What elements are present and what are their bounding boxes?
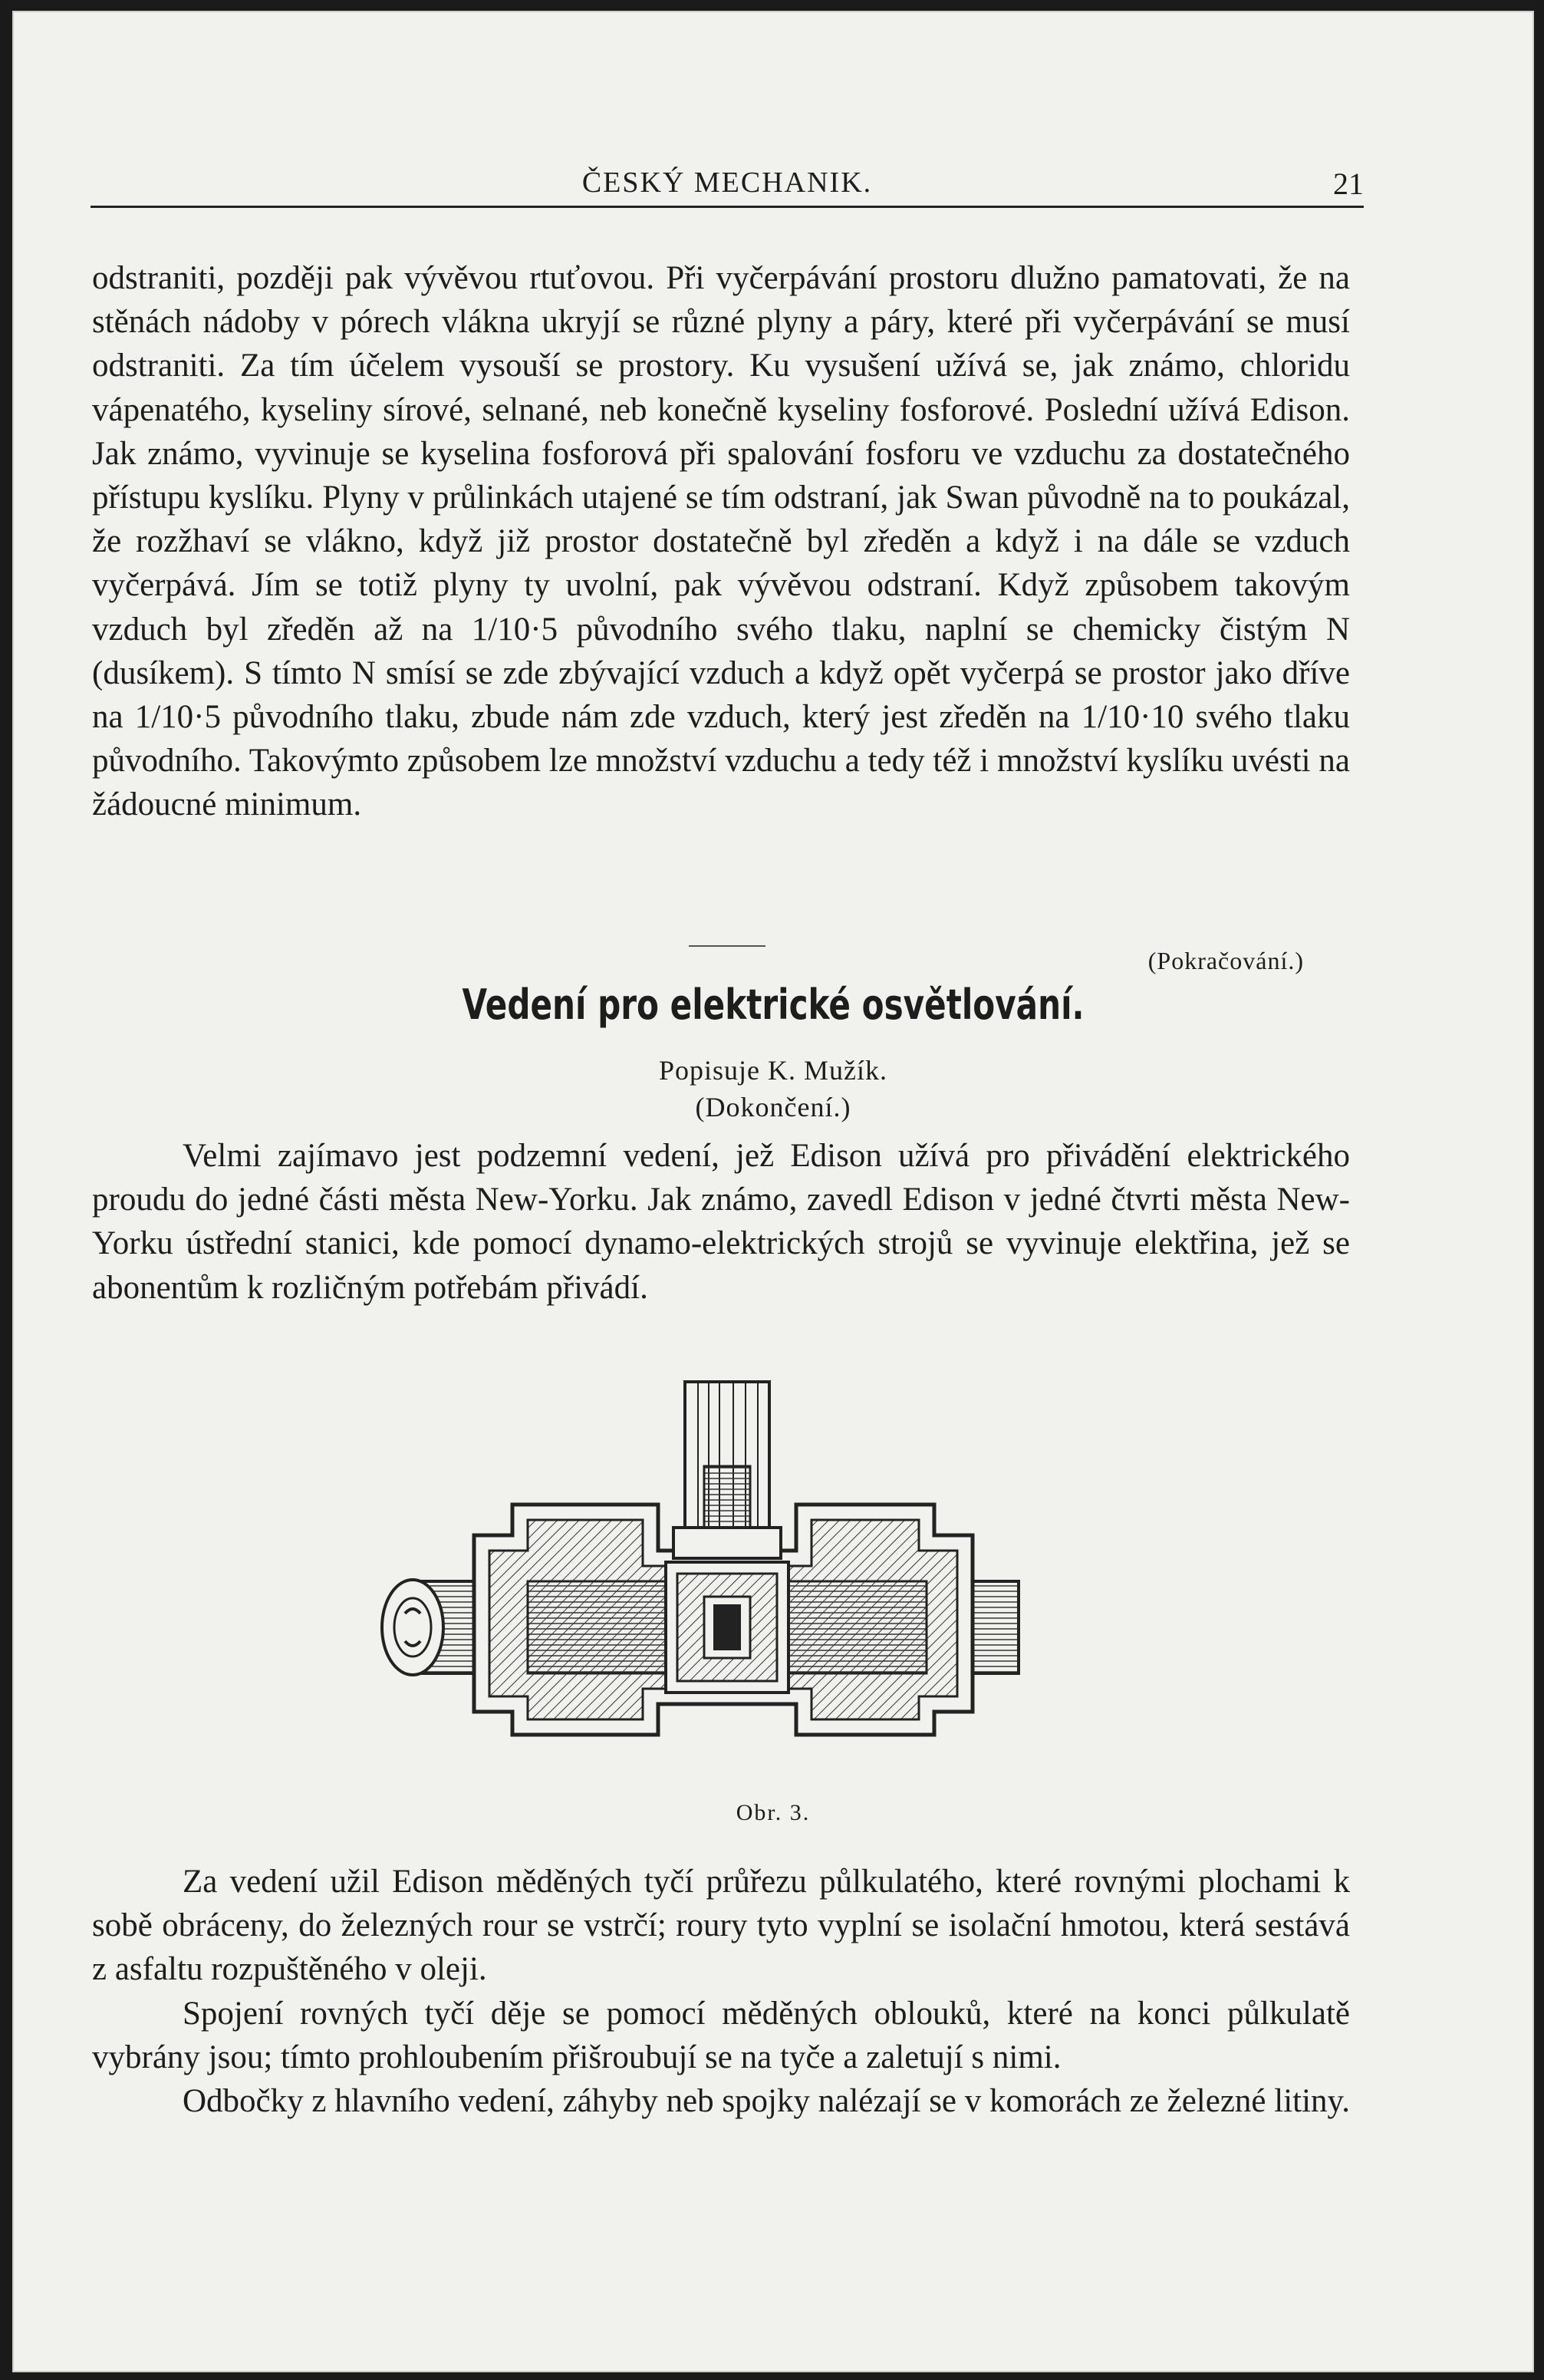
article-title: Vedení pro elektrické osvětlování.: [462, 981, 1085, 1029]
article-separator: [689, 945, 765, 947]
body-paragraph: Spojení rovných tyčí děje se pomocí měděných oblouků, které na konci půlkulatě vybrány jsou; tímto prohloubením přišroubují se na tyče a zaletují s nimi.: [92, 1995, 1350, 2075]
continuation-note: (Pokračování.): [1147, 947, 1304, 974]
cable-junction-drawing: [367, 1374, 1088, 1788]
journal-title: ČESKÝ MECHANIK.: [581, 166, 873, 199]
figure-caption: Obr. 3.: [736, 1800, 811, 1825]
article-byline: Popisuje K. Mužík.: [658, 1055, 887, 1086]
article-status: (Dokončení.): [695, 1092, 851, 1122]
intro-body: [92, 1134, 1350, 1310]
body-paragraph: Odbočky z hlavního vedení, záhyby neb spojky nalézají se v komorách ze železné litiny.: [183, 2083, 1350, 2120]
body-paragraph: Za vedení užil Edison měděných tyčí průřezu půlkulatého, které rovnými plochami k sobě obráceny, do železných rour se vstrčí; roury tyto vyplní se isolační hmotou, která sestává z asfaltu rozpuštěného v oleji.: [92, 1864, 1350, 1988]
header-rule: [91, 206, 1364, 208]
figure-cable-junction: [367, 1374, 1088, 1788]
running-header: [91, 166, 1364, 206]
previous-article-paragraph: odstraniti, později pak vývěvou rtuťovou. Při vyčerpávání prostoru dlužno pamatovati, že na stěnách nádoby v pórech vlákna ukryjí se různé plyny a páry, které při vyčerpávání se musí odstraniti. Za tím účelem vysouší se prostory. Ku vysušení užívá se, jak známo, chloridu vápenatého, kyseliny sírové, selnané, neb konečně kyseliny fosforové. Poslední užívá Edison. Jak známo, vyvinuje se kyselina fosforová při spalování fosforu ve vzduchu za dostatečného přístupu kyslíku. Plyny v průlinkách utajené se tím odstraní, jak Swan původně na to poukázal, že rozžhaví se vlákno, když již prostor dostatečně byl zředěn a když i na dále se vzduch vyčerpává. Jím se totiž plyny ty uvolní, pak vývěvou odstraní. Když způsobem takovým vzduch byl zředěn až na 1/10·5 původního svého tlaku, naplní se chemicky čistým N (dusíkem). S tímto N smísí se zde zbývající vzduch a když opět vyčerpá se prostor jako dříve na 1/10·5 původního tlaku, zbude nám zde vzduch, který jest zředěn na 1/10·10 svého tlaku původního. Takovýmto způsobem lze množství vzduchu a tedy též i množství kyslíku uvésti na žádoucné minimum.: [92, 260, 1350, 823]
intro-paragraph: Velmi zajímavo jest podzemní vedení, jež Edison užívá pro přivádění elektrického proudu do jedné části města New-Yorku. Jak známo, zavedl Edison v jedné čtvrti města New-Yorku ústřední stanici, kde pomocí dynamo-elektrických strojů se vyvinuje elektřina, jež se abonentům k rozličným potřebám přivádí.: [92, 1138, 1350, 1306]
page: [12, 11, 1534, 2372]
previous-article-body: [92, 256, 1350, 827]
page-number: 21: [1333, 166, 1364, 201]
article-body: [92, 1860, 1350, 2123]
